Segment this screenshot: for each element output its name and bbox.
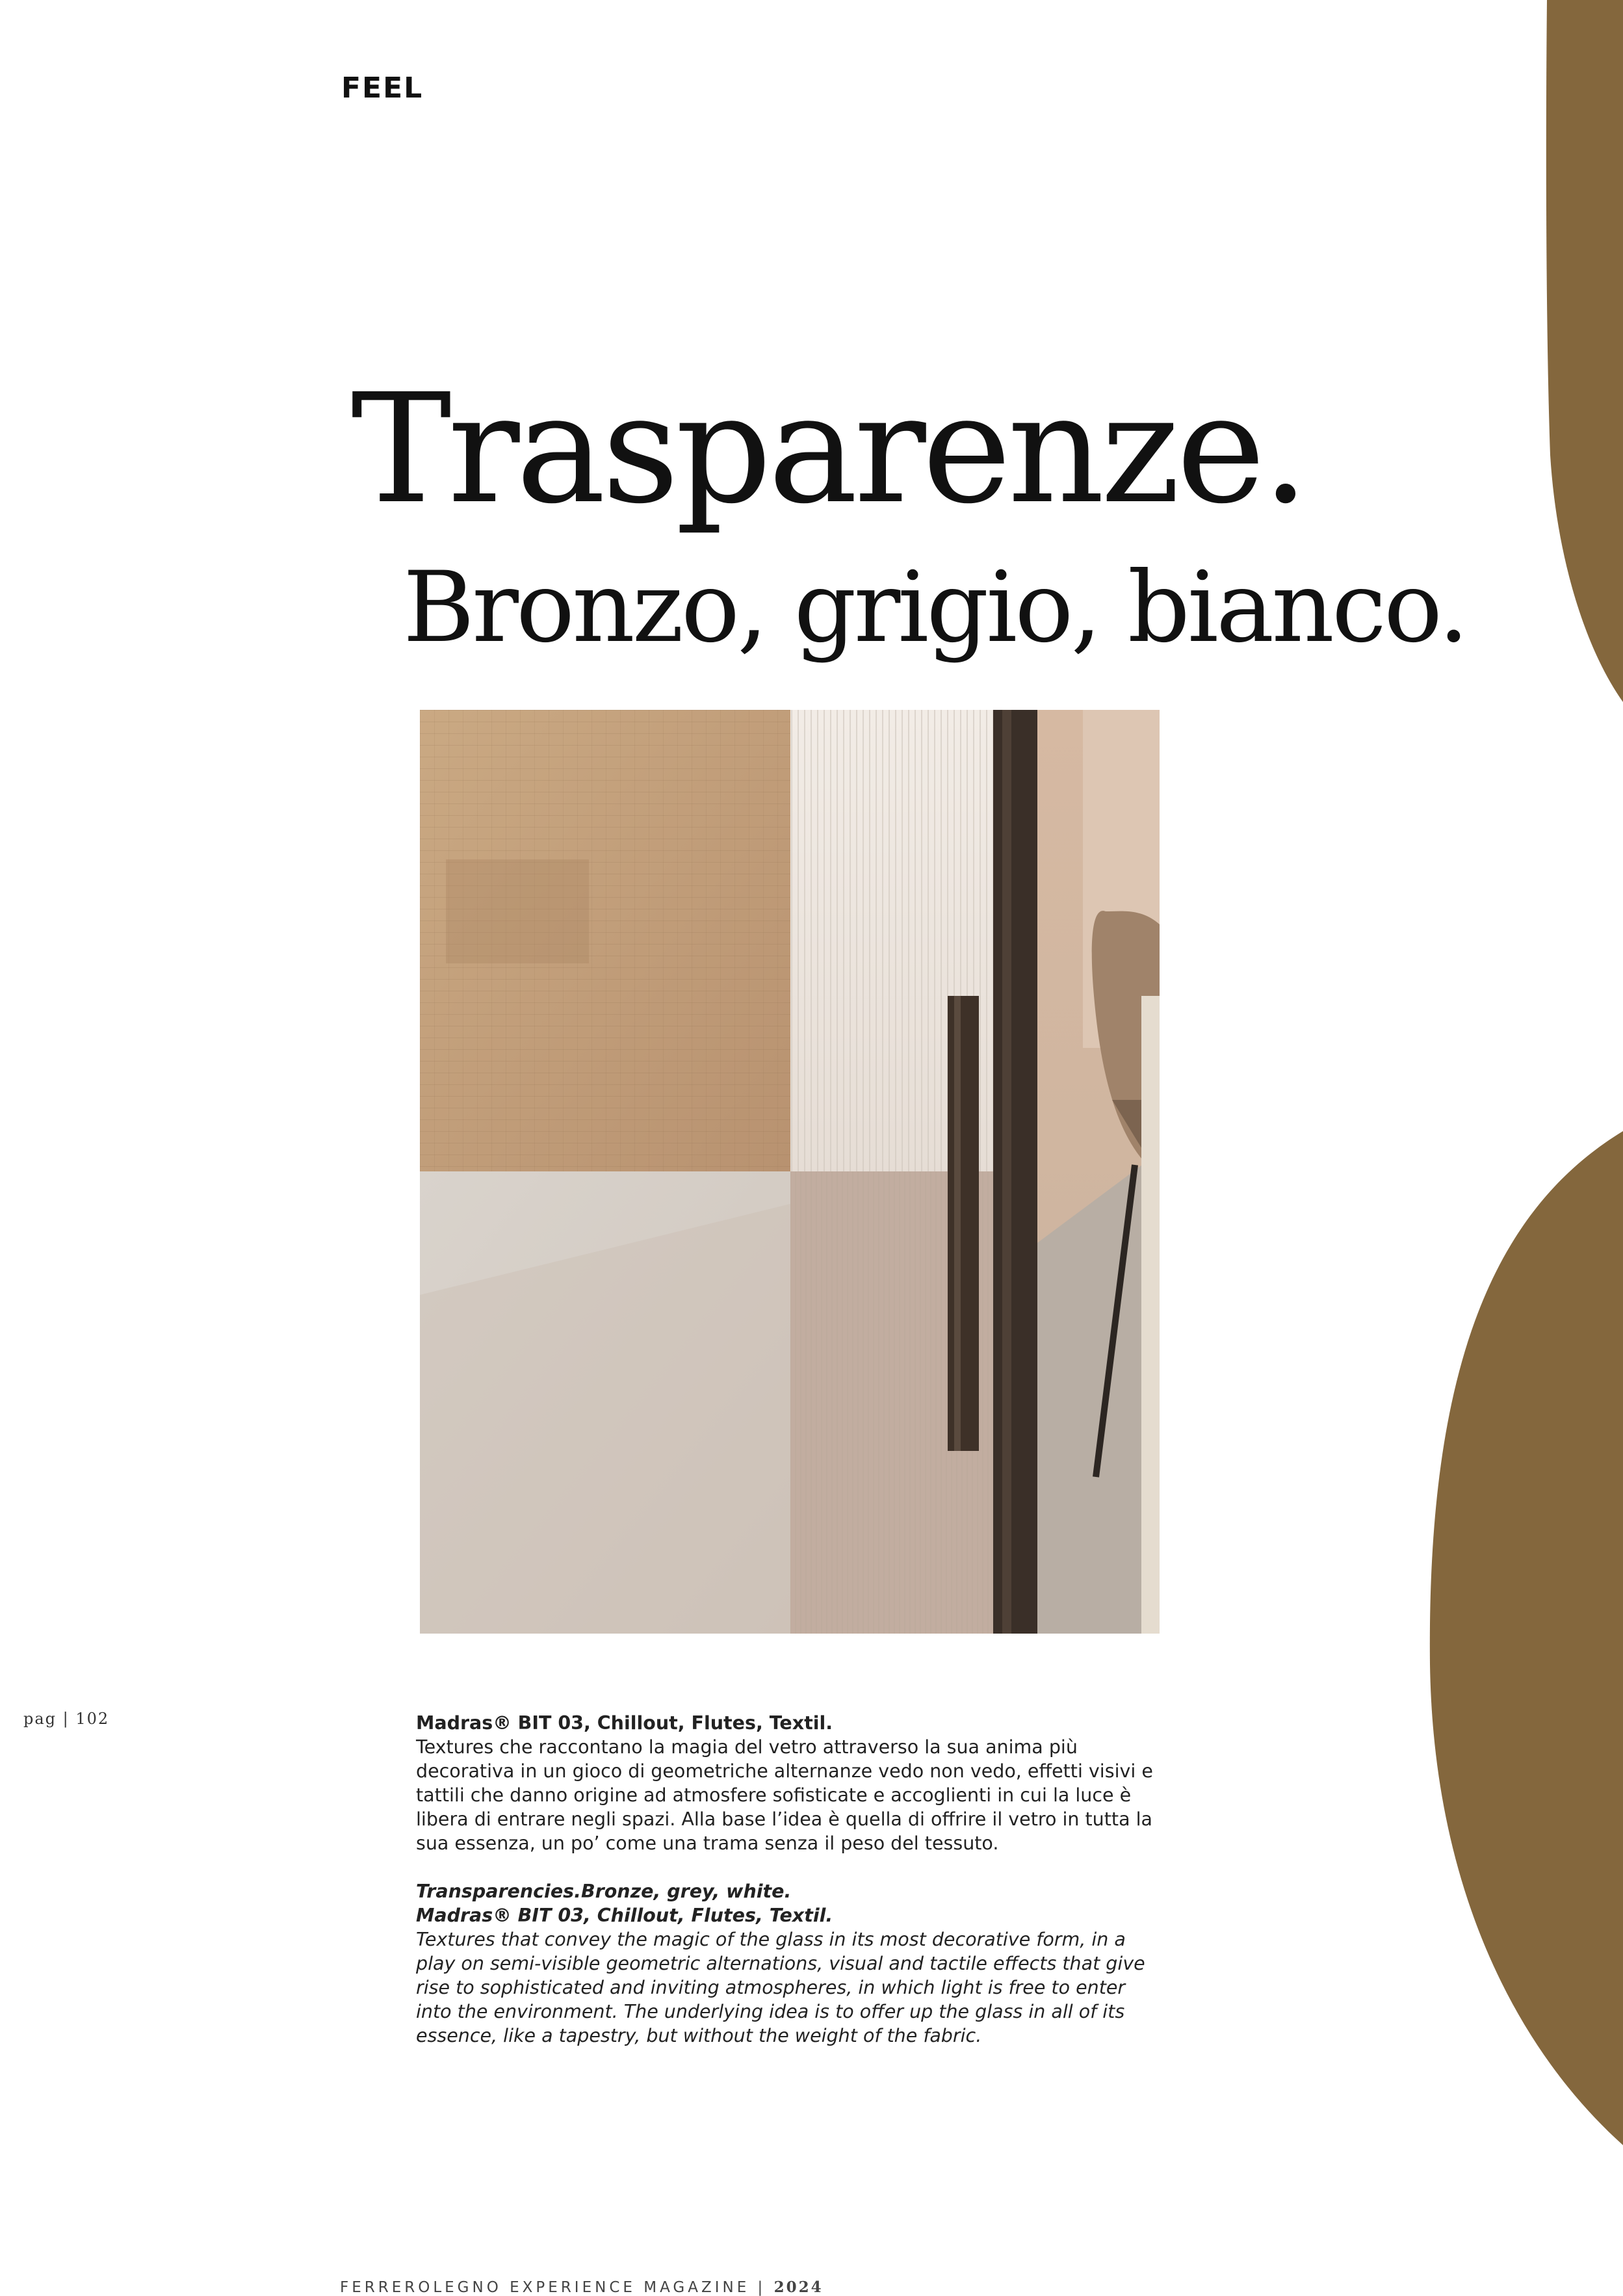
italian-heading: Madras® BIT 03, Chillout, Flutes, Textil.	[416, 1712, 833, 1734]
english-heading-title: Transparencies.Bronze, grey, white.	[416, 1881, 792, 1902]
english-body: Textures that convey the magic of the glass in its most decorative form, in a play on semi-visible geometric alternations, visual and tactile effects that give rise to sophisticated and inviting atmospheres, in which light is free to enter into the environment. The underlying idea is to offer up the glass in all of its essence, like a tapestry, but without the weight of the fabric.	[416, 1929, 1145, 2046]
italian-body: Textures che raccontano la magia del vetro attraverso la sua anima più decorativa in un gioco di geometriche alternanze vedo non vedo, effetti visivi e tattili che danno origine ad atmosfere sofisticate e accoglienti in cui la luce è libera di entrare negli spazi. Alla base l’idea è quella di offrire il vetro in tutta la sua essenza, un po’ come una trama senza il peso del tessuto.	[416, 1736, 1153, 1854]
page-title: Trasparenze.	[351, 361, 1306, 537]
footer	[340, 2278, 824, 2296]
product-photo	[420, 710, 1160, 1634]
top-right-bronze-shape	[1546, 0, 1623, 702]
bottom-right-bronze-circle	[1430, 1131, 1623, 2145]
footer-year: 2024	[773, 2278, 824, 2296]
magazine-logo: FEEL	[341, 72, 424, 105]
page-subtitle: Bronzo, grigio, bianco.	[403, 551, 1467, 664]
footer-magazine-name: FERREROLEGNO EXPERIENCE MAGAZINE |	[340, 2279, 766, 2296]
english-heading-products: Madras® BIT 03, Chillout, Flutes, Textil.	[416, 1905, 833, 1926]
page-number: pag | 102	[23, 1710, 110, 1728]
article-text	[416, 1711, 1163, 2048]
